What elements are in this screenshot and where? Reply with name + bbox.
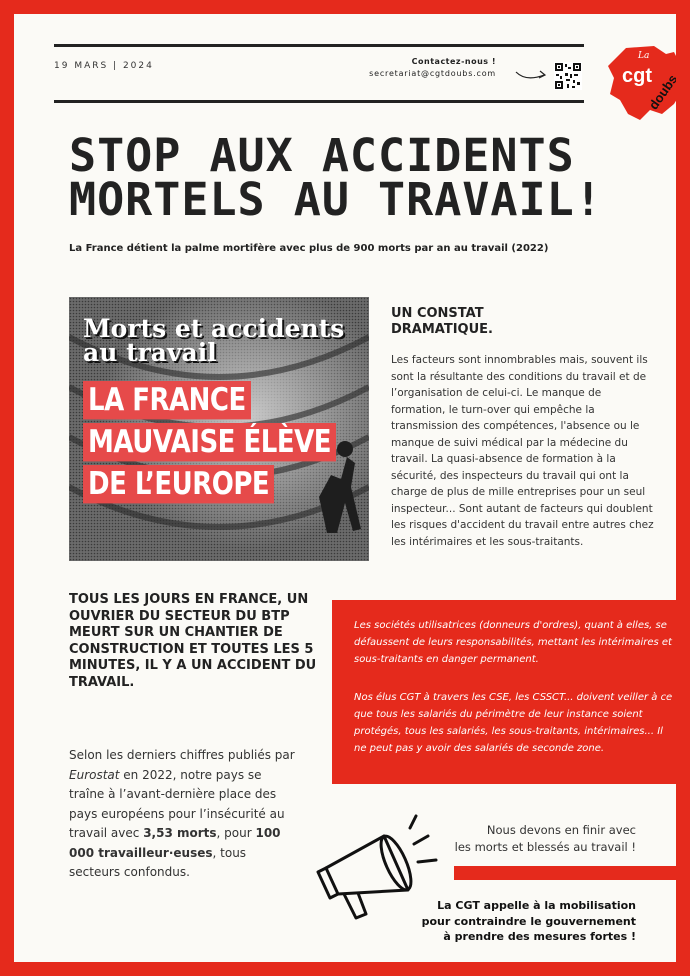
title-line-1: STOP AUX ACCIDENTS bbox=[69, 129, 575, 182]
title-line-2: MORTELS AU TRAVAIL! bbox=[69, 173, 603, 226]
closing-line-1: Nous devons en finir avec bbox=[486, 823, 636, 837]
call-line-3: à prendre des mesures fortes ! bbox=[443, 930, 636, 943]
call-line-2: pour contraindre le gouvernement bbox=[421, 914, 636, 928]
eurostat-text-3: , pour bbox=[216, 826, 256, 840]
eurostat-source: Eurostat bbox=[69, 767, 120, 782]
constat-heading-line-1: UN CONSTAT bbox=[391, 306, 484, 321]
svg-text:cgt: cgt bbox=[622, 65, 652, 87]
image-banner-2: MAUVAISE ÉLÈVE bbox=[83, 423, 336, 461]
image-heading bbox=[83, 314, 345, 367]
contact-label: Contactez-nous ! bbox=[411, 57, 496, 66]
btp-heading: TOUS LES JOURS EN FRANCE, UN OUVRIER DU SECTEUR DU BTP MEURT SUR UN CHANTIER DE CONSTRUCTION ET TOUTES LES 5 MINUTES, IL Y A UN ACCIDENT DU TRAVAIL. bbox=[69, 592, 317, 690]
qr-code-icon[interactable] bbox=[554, 62, 582, 90]
page-subtitle: La France détient la palme mortifère avec plus de 900 morts par an au travail (2022) bbox=[69, 243, 549, 254]
eurostat-text-1: Selon les derniers chiffres publiés par bbox=[69, 748, 295, 762]
mobilisation-call bbox=[336, 898, 636, 945]
svg-text:La: La bbox=[638, 51, 650, 61]
callout-paragraph-2: Nos élus CGT à travers les CSE, les CSSCT... doivent veiller à ce que tous les salariés du périmètre de leur instance soient protégés, tous les salariés, les sous-traitants, intérimaires... Il ne peut pas y avoir des salariés de seconde zone. bbox=[354, 692, 673, 754]
arrow-icon bbox=[514, 66, 550, 86]
closing-statement bbox=[376, 822, 636, 856]
eurostat-text-4: , tous secteurs confondus. bbox=[69, 845, 247, 879]
eurostat-text-2: en 2022, notre pays se traîne à l’avant-dernière place des pays européens pour l’insécurité au travail avec bbox=[69, 767, 285, 840]
death-rate-value: 3,53 morts bbox=[143, 826, 217, 840]
constat-heading-line-2: DRAMATIQUE. bbox=[391, 322, 493, 337]
image-banner-3: DE L’EUROPE bbox=[83, 465, 274, 503]
svg-text:doubs: doubs bbox=[645, 71, 681, 113]
header-top-rule bbox=[54, 44, 584, 47]
cgt-doubs-logo bbox=[604, 44, 681, 128]
page-title bbox=[69, 129, 669, 226]
date-label: 19 MARS | 2024 bbox=[54, 61, 154, 71]
eurostat-paragraph bbox=[69, 746, 299, 883]
workers-value: 100 000 travailleur·euses bbox=[69, 826, 281, 860]
red-accent-strip bbox=[454, 866, 676, 880]
image-banner-1: LA FRANCE bbox=[83, 381, 251, 419]
contact-email[interactable]: secretariat@cgtdoubs.com bbox=[369, 69, 496, 78]
image-heading-line-1: Morts et accidents bbox=[83, 314, 345, 343]
constat-heading bbox=[391, 306, 493, 338]
call-line-1: La CGT appelle à la mobilisation bbox=[437, 899, 636, 912]
feature-image bbox=[69, 297, 369, 561]
header-bottom-rule bbox=[54, 100, 584, 103]
image-heading-line-2: au travail bbox=[83, 338, 217, 367]
closing-line-2: les morts et blessés au travail ! bbox=[454, 840, 636, 854]
flyer-page bbox=[14, 14, 681, 962]
constat-body: Les facteurs sont innombrables mais, souvent ils sont la résultante des conditions du travail et de l’organisation de celui-ci. Le manque de formation, le turn-over qui empêche la transmission des compétences, l'absence ou le manque de suivi médical par la médecine du travail. La quasi-absence de formation à la sécurité, des inspecteurs du travail qui ont la charge de plus de mille entreprises pour un seul inspecteur... Sont autant de facteurs qui doublent les risques d'accident du travail entre autres chez les intérimaires et les sous-traitants. bbox=[391, 354, 654, 548]
callout-paragraph-1: Les sociétés utilisatrices (donneurs d'ordres), quant à elles, se défaussent de leurs responsabilités, mettant les intérimaires et sous-traitants en danger permanent. bbox=[354, 620, 672, 665]
